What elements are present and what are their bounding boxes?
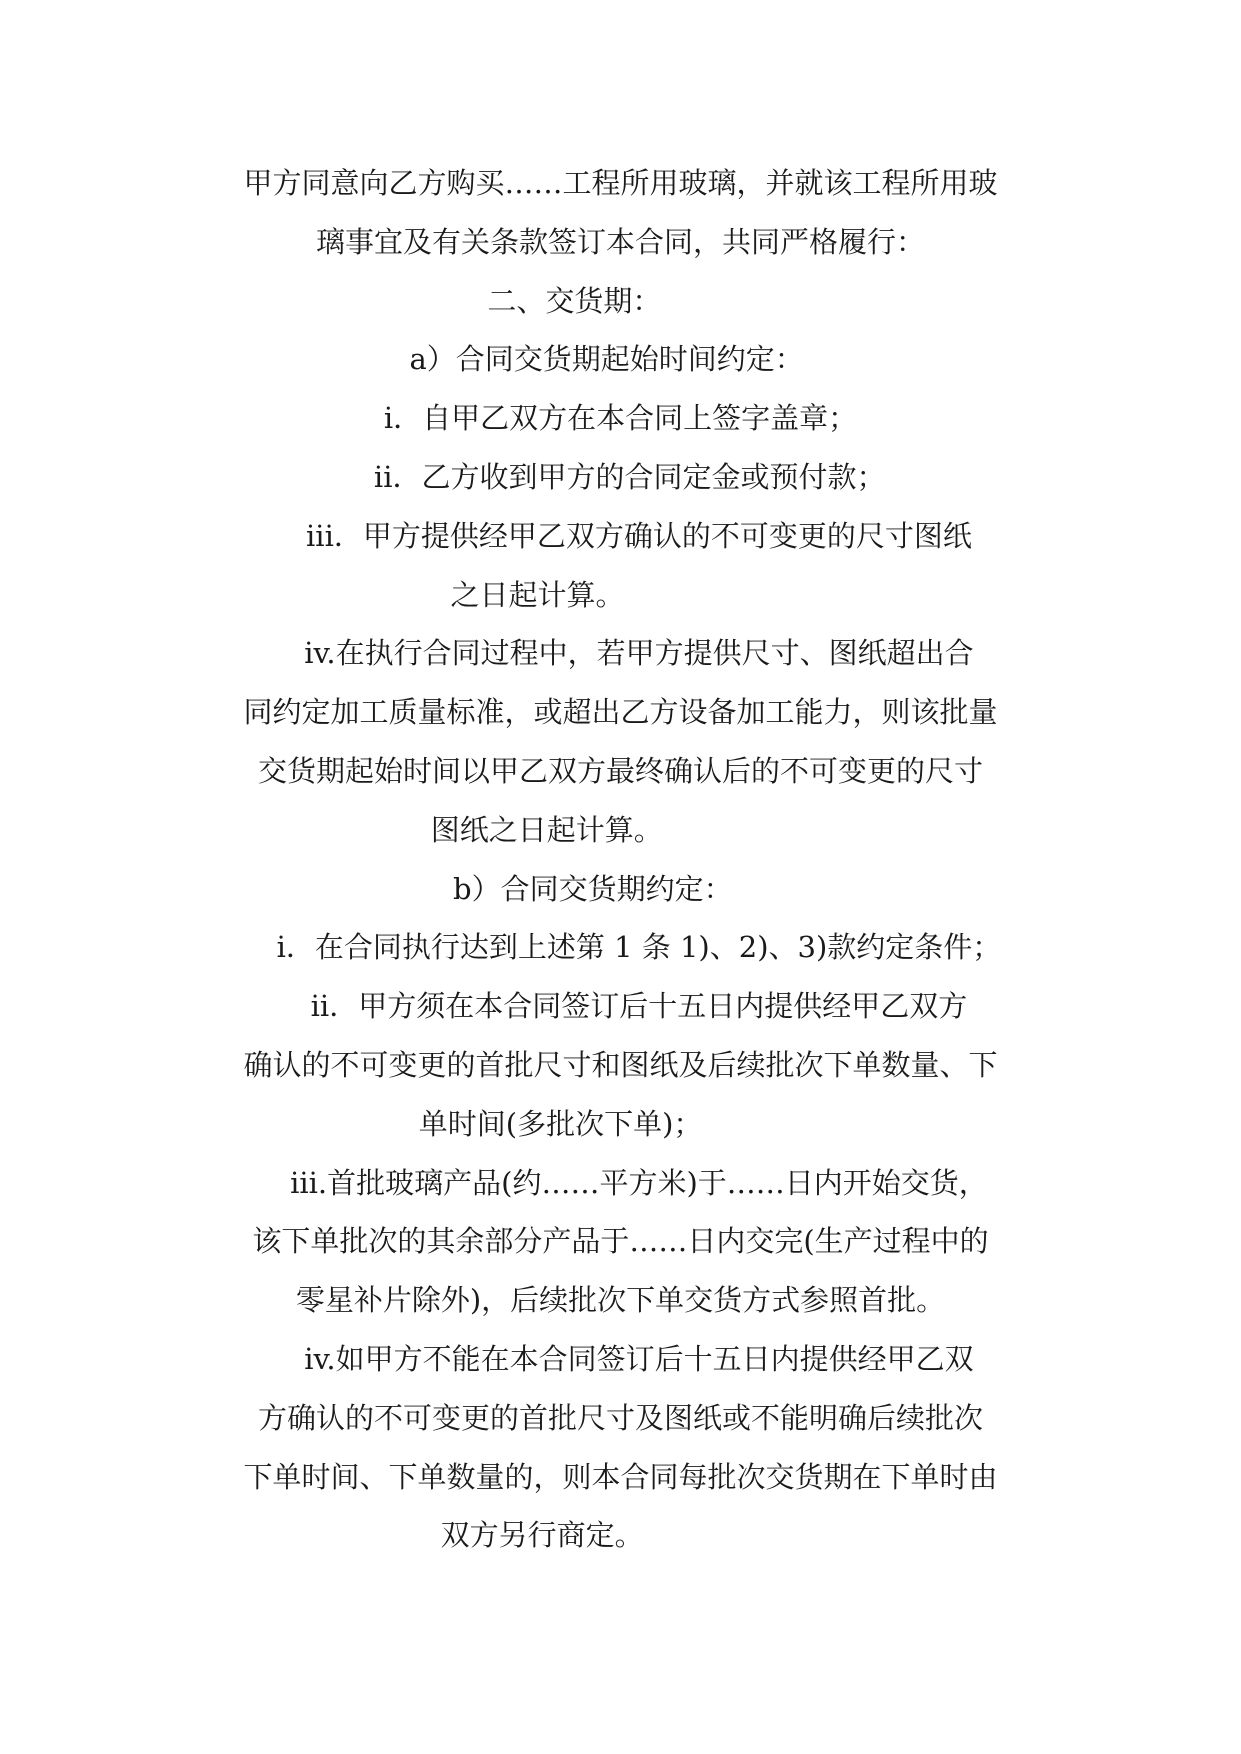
clause-b-item-iv xyxy=(0,1330,1241,1565)
text-line: 下单时间、下单数量的，则本合同每批次交货期在下单时由 xyxy=(243,1459,998,1494)
section-heading-delivery-period xyxy=(0,272,1241,331)
text-line: 双方另行商定。 xyxy=(440,1518,801,1553)
text-line: 同约定加工质量标准，或超出乙方设备加工能力，则该批量 xyxy=(243,695,998,730)
clause-a-item-iii xyxy=(0,507,1241,625)
text-line: ii．甲方须在本合同签订后十五日内提供经甲乙双方 xyxy=(273,989,968,1024)
text-line: i．自甲乙双方在本合同上签字盖章； xyxy=(346,401,895,436)
text-line: 图纸之日起计算。 xyxy=(430,812,811,847)
text-line: 方确认的不可变更的首批尺寸及图纸或不能明确后续批次 xyxy=(257,1400,983,1435)
document-body xyxy=(0,154,1241,1565)
clause-b-item-i xyxy=(0,918,1241,977)
clause-a-item-i xyxy=(0,389,1241,448)
clause-b-item-iii xyxy=(0,1154,1241,1330)
text-line: b）合同交货期约定： xyxy=(416,871,825,906)
clause-a-item-iv xyxy=(0,624,1241,859)
text-line: 确认的不可变更的首批尺寸和图纸及后续批次下单数量、下 xyxy=(243,1047,998,1082)
text-line: i．在合同执行达到上述第 1 条 1)、2)、3)款约定条件； xyxy=(239,930,1002,965)
text-line: 甲方同意向乙方购买……工程所用玻璃，并就该工程所用玻 xyxy=(243,166,998,200)
text-line: 该下单批次的其余部分产品于……日内交完(生产过程中的 xyxy=(252,1224,989,1259)
text-line: 之日起计算。 xyxy=(450,577,791,612)
text-line: 单时间(多批次下单)； xyxy=(418,1106,823,1141)
heading-line: 二、交货期： xyxy=(450,283,791,318)
text-line: 零星补片除外)，后续批次下单交货方式参照首批。 xyxy=(295,1283,946,1318)
clause-a-item-ii xyxy=(0,448,1241,507)
text-line: a）合同交货期起始时间约定： xyxy=(372,342,869,377)
text-line: 交货期起始时间以甲乙双方最终确认后的不可变更的尺寸 xyxy=(257,753,983,788)
paragraph-intro xyxy=(0,154,1241,272)
text-line: ii．乙方收到甲方的合同定金或预付款； xyxy=(337,459,904,494)
clause-b-heading xyxy=(0,860,1241,919)
text-line: iv.在执行合同过程中，若甲方提供尺寸、图纸超出合 xyxy=(267,636,974,671)
text-line: iv.如甲方不能在本合同签订后十五日内提供经甲乙双 xyxy=(267,1341,974,1376)
clause-a-heading xyxy=(0,330,1241,389)
clause-b-item-ii xyxy=(0,977,1241,1153)
text-line: 璃事宜及有关条款签订本合同，共同严格履行： xyxy=(315,224,925,259)
text-line: iii.首批玻璃产品(约……平方米)于……日内开始交货， xyxy=(253,1165,988,1200)
text-line: iii．甲方提供经甲乙双方确认的不可变更的尺寸图纸 xyxy=(269,518,972,553)
